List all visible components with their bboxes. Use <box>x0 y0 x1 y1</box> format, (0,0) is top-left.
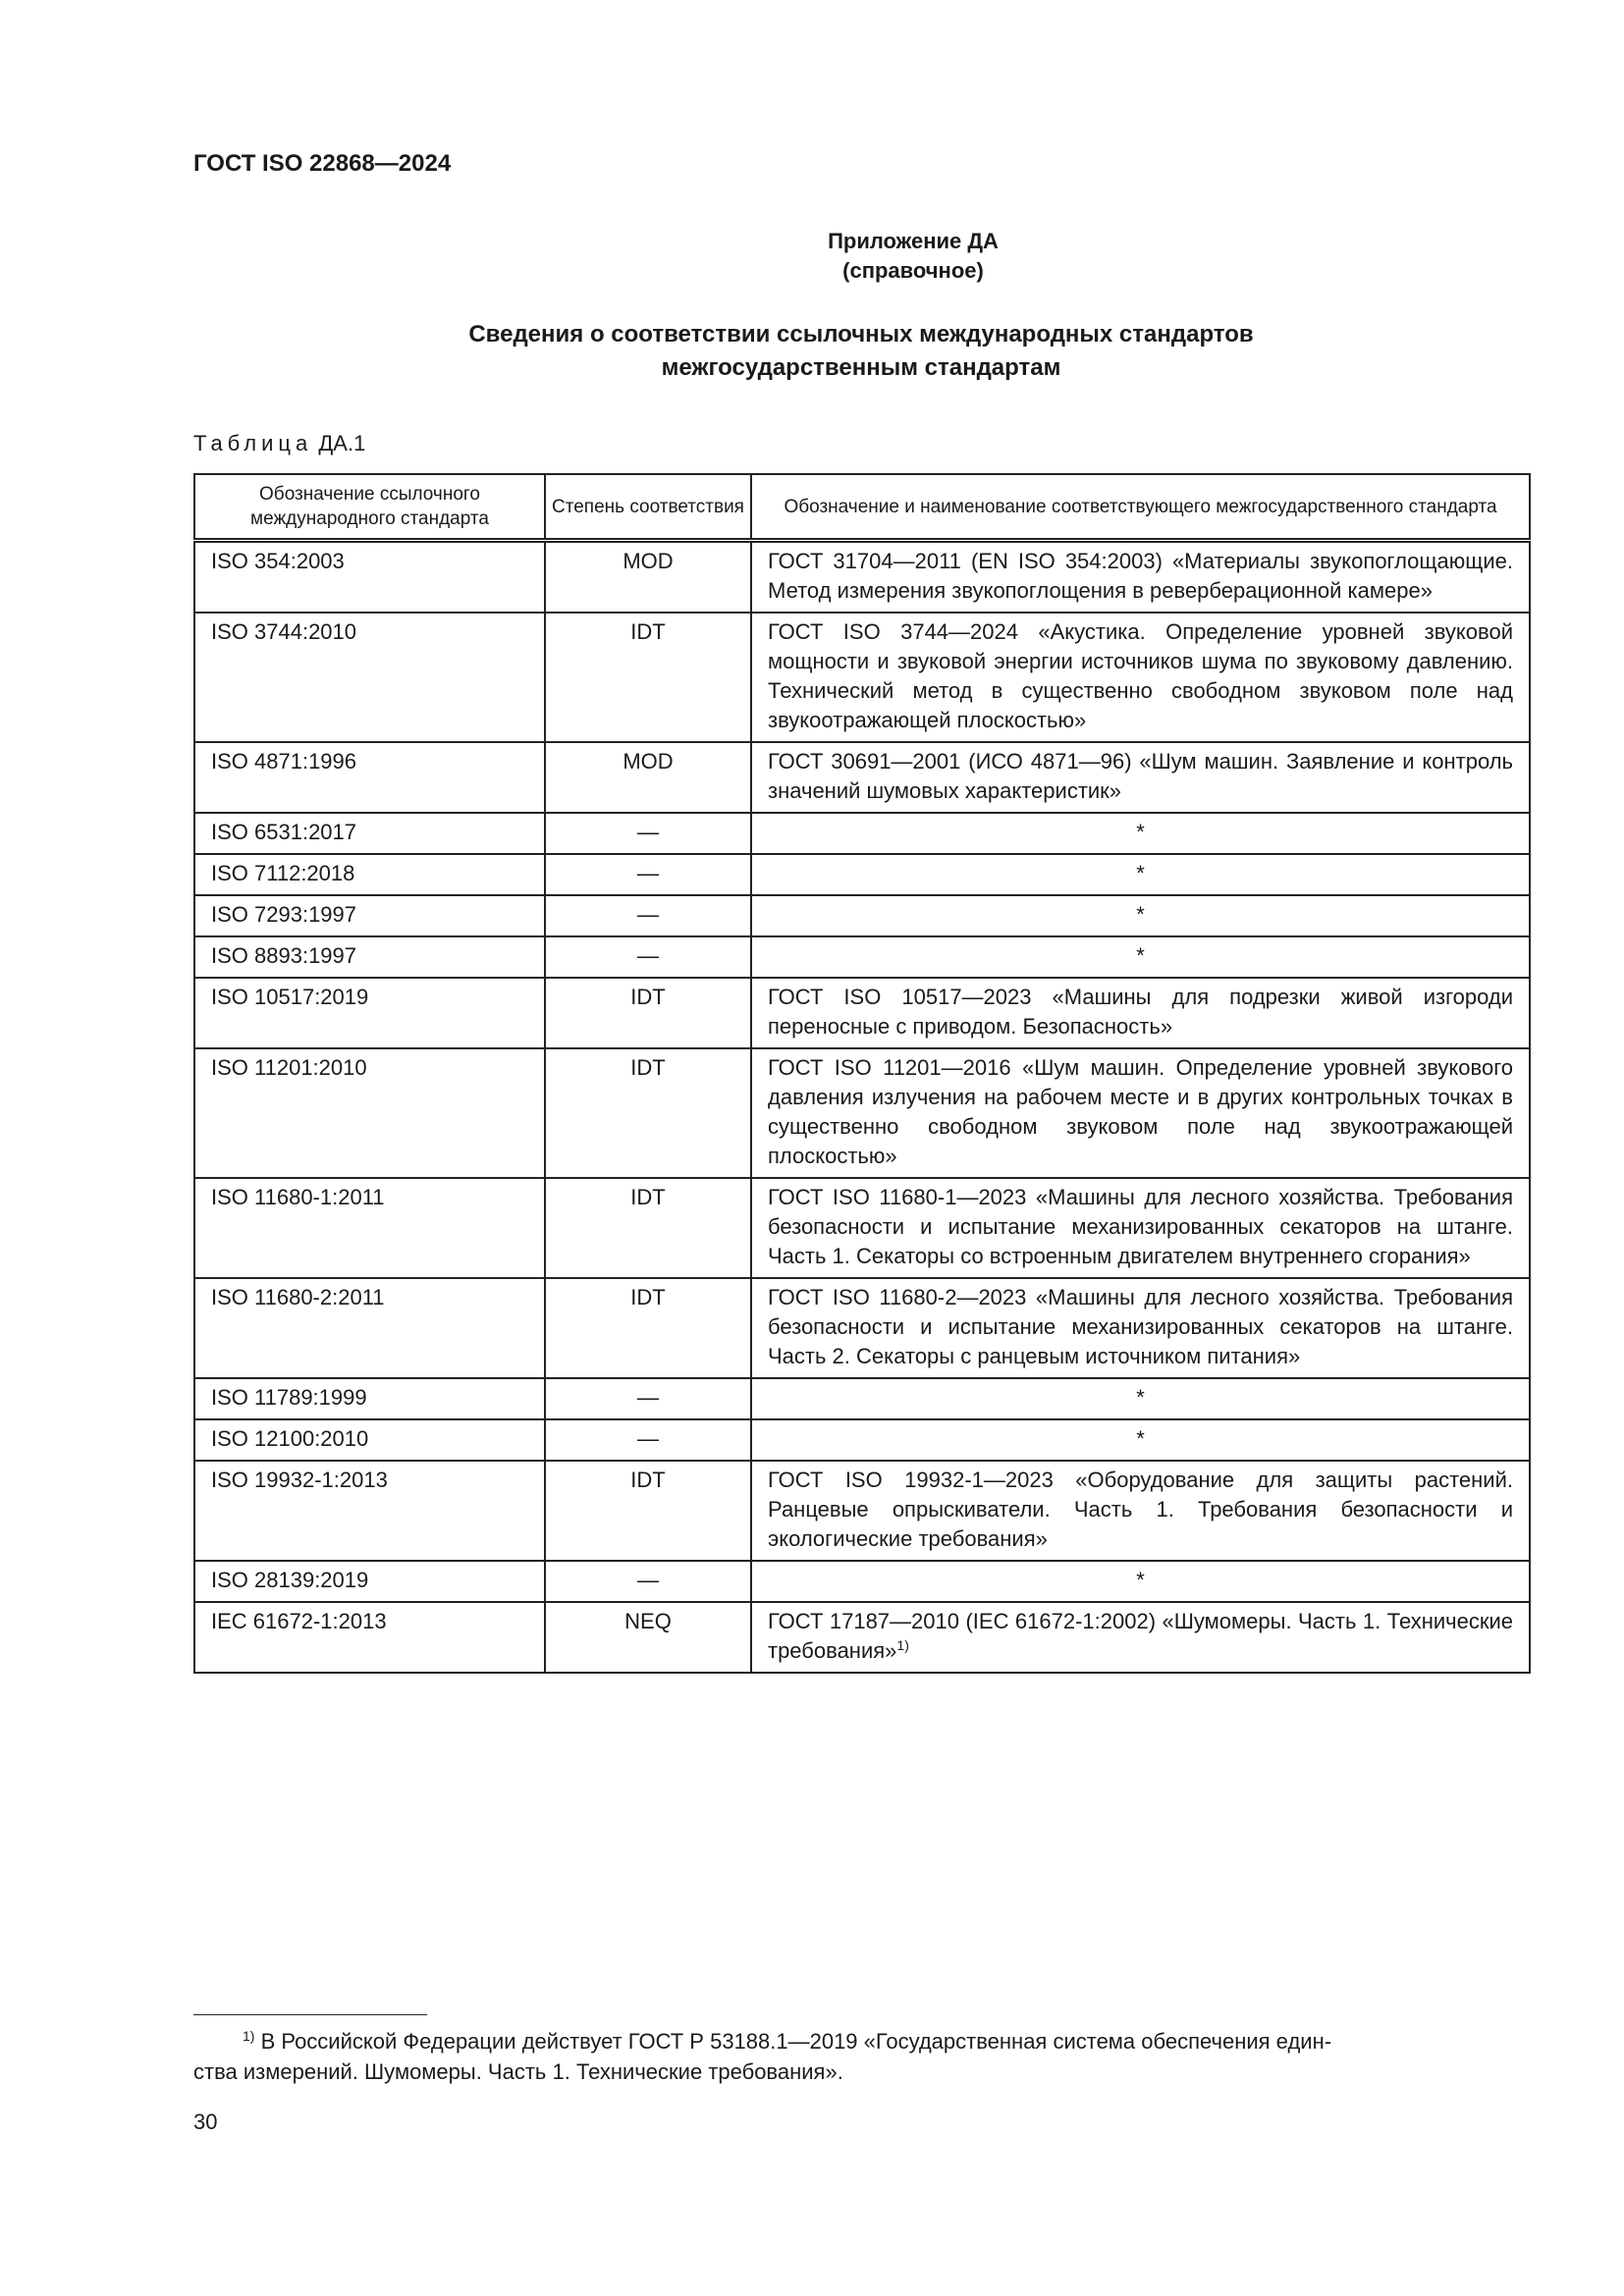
cell-standard-text: ГОСТ 30691—2001 (ИСО 4871—96) «Шум машин. Заявление и контроль значений шумовых характеристик» <box>768 749 1513 803</box>
cell-standard <box>751 1602 1530 1673</box>
table-row <box>194 813 1530 854</box>
cell-degree: IDT <box>545 1048 751 1178</box>
cell-standard <box>751 895 1530 936</box>
table-row <box>194 1048 1530 1178</box>
cell-degree: IDT <box>545 978 751 1048</box>
cell-reference: ISO 4871:1996 <box>194 742 545 813</box>
cell-standard-text: * <box>1136 1568 1145 1592</box>
table-row <box>194 1378 1530 1419</box>
cell-standard-text: * <box>1136 861 1145 885</box>
cell-degree: IDT <box>545 1461 751 1561</box>
cell-standard-text: ГОСТ ISO 3744—2024 «Акустика. Определение уровней звуковой мощности и звуковой энергии источников шума по звуковому давлению. Технический метод в существенно свободном звуковом поле над звукоотражающей плоскостью» <box>768 619 1513 732</box>
cell-standard-text: * <box>1136 943 1145 968</box>
table-row <box>194 1178 1530 1278</box>
cell-degree: — <box>545 1561 751 1602</box>
table-row <box>194 895 1530 936</box>
cell-degree: — <box>545 895 751 936</box>
cell-standard <box>751 813 1530 854</box>
cell-degree: IDT <box>545 1178 751 1278</box>
cell-degree: — <box>545 1419 751 1461</box>
footnote-divider <box>193 2014 427 2015</box>
table-caption <box>193 431 365 456</box>
cell-standard-text: * <box>1136 1385 1145 1410</box>
cell-standard <box>751 742 1530 813</box>
table-row <box>194 541 1530 614</box>
cell-reference: ISO 11201:2010 <box>194 1048 545 1178</box>
column-header-standard: Обозначение и наименование соответствующего межгосударственного стандарта <box>751 474 1530 541</box>
cell-standard-text: ГОСТ 31704—2011 (EN ISO 354:2003) «Материалы звукопоглощающие. Метод измерения звукопоглощения в реверберационной камере» <box>768 549 1513 603</box>
cell-degree: NEQ <box>545 1602 751 1673</box>
cell-reference: ISO 11789:1999 <box>194 1378 545 1419</box>
appendix-heading <box>0 227 1624 286</box>
appendix-kind: (справочное) <box>842 258 984 283</box>
footnote-text-1: В Российской Федерации действует ГОСТ Р 53188.1—2019 «Государственная система обеспечения един- <box>260 2029 1332 2054</box>
cell-degree: — <box>545 813 751 854</box>
cell-reference: ISO 3744:2010 <box>194 613 545 742</box>
cell-standard-text: ГОСТ ISO 11680-1—2023 «Машины для лесного хозяйства. Требования безопасности и испытание механизированных секаторов на штанге. Часть 1. Секаторы со встроенным двигателем внутреннего сгорания» <box>768 1185 1513 1268</box>
cell-standard-text: ГОСТ 17187—2010 (IEC 61672-1:2002) «Шумомеры. Часть 1. Технические требования» <box>768 1609 1513 1663</box>
cell-standard-text: * <box>1136 1426 1145 1451</box>
table-row <box>194 1602 1530 1673</box>
cell-standard-text: * <box>1136 820 1145 844</box>
cell-standard-text: ГОСТ ISO 11201—2016 «Шум машин. Определение уровней звукового давления излучения на рабочем месте и в других контрольных точках в существенно свободном звуковом поле над звукоотражающей плоскостью» <box>768 1055 1513 1168</box>
appendix-name: Приложение ДА <box>828 229 999 253</box>
column-header-degree: Степень соответствия <box>545 474 751 541</box>
footnote-mark: 1) <box>243 2028 255 2044</box>
cell-degree: IDT <box>545 613 751 742</box>
cell-standard-text: ГОСТ ISO 10517—2023 «Машины для подрезки живой изгороди переносные с приводом. Безопасность» <box>768 985 1513 1039</box>
table-row <box>194 978 1530 1048</box>
table-body <box>194 541 1530 1674</box>
column-header-reference: Обозначение ссылочного международного стандарта <box>194 474 545 541</box>
footnote-reference: 1) <box>896 1637 909 1653</box>
cell-reference: ISO 10517:2019 <box>194 978 545 1048</box>
cell-degree: IDT <box>545 1278 751 1378</box>
cell-standard <box>751 1378 1530 1419</box>
cell-standard <box>751 613 1530 742</box>
appendix-title <box>193 318 1529 385</box>
cell-standard-text: * <box>1136 902 1145 927</box>
cell-reference: ISO 354:2003 <box>194 541 545 614</box>
table-row <box>194 1419 1530 1461</box>
table-row <box>194 854 1530 895</box>
cell-reference: IEC 61672-1:2013 <box>194 1602 545 1673</box>
cell-standard <box>751 1278 1530 1378</box>
cell-standard <box>751 541 1530 614</box>
cell-degree: — <box>545 854 751 895</box>
cell-reference: ISO 6531:2017 <box>194 813 545 854</box>
table-caption-word: Таблица <box>193 431 313 455</box>
cell-standard <box>751 1419 1530 1461</box>
cell-degree: — <box>545 936 751 978</box>
cell-reference: ISO 8893:1997 <box>194 936 545 978</box>
table-row <box>194 742 1530 813</box>
cell-standard <box>751 854 1530 895</box>
cell-reference: ISO 7293:1997 <box>194 895 545 936</box>
cell-standard <box>751 936 1530 978</box>
standards-table <box>193 473 1531 1674</box>
cell-reference: ISO 11680-1:2011 <box>194 1178 545 1278</box>
appendix-title-line-2: межгосударственным стандартам <box>661 354 1061 381</box>
document-header: ГОСТ ISO 22868—2024 <box>193 150 452 177</box>
cell-reference: ISO 28139:2019 <box>194 1561 545 1602</box>
cell-standard <box>751 978 1530 1048</box>
table-row <box>194 1461 1530 1561</box>
footnote-text-2: ства измерений. Шумомеры. Часть 1. Технические требования». <box>193 2059 843 2084</box>
page-number: 30 <box>193 2109 218 2134</box>
cell-standard <box>751 1461 1530 1561</box>
table-header-row <box>194 474 1530 541</box>
cell-reference: ISO 11680-2:2011 <box>194 1278 545 1378</box>
cell-degree: — <box>545 1378 751 1419</box>
footnote <box>193 2026 1529 2087</box>
footnote-line-1 <box>193 2026 1529 2056</box>
table-row <box>194 936 1530 978</box>
appendix-title-line-1: Сведения о соответствии ссылочных международных стандартов <box>468 321 1254 347</box>
cell-standard-text: ГОСТ ISO 19932-1—2023 «Оборудование для защиты растений. Ранцевые опрыскиватели. Часть 1. Требования безопасности и экологические требования» <box>768 1468 1513 1551</box>
cell-reference: ISO 7112:2018 <box>194 854 545 895</box>
cell-reference: ISO 19932-1:2013 <box>194 1461 545 1561</box>
cell-degree: MOD <box>545 742 751 813</box>
table-caption-number: ДА.1 <box>318 431 366 455</box>
cell-standard <box>751 1048 1530 1178</box>
cell-reference: ISO 12100:2010 <box>194 1419 545 1461</box>
table-row <box>194 613 1530 742</box>
table-row <box>194 1561 1530 1602</box>
cell-standard <box>751 1178 1530 1278</box>
cell-standard-text: ГОСТ ISO 11680-2—2023 «Машины для лесного хозяйства. Требования безопасности и испытание механизированных секаторов на штанге. Часть 2. Секаторы с ранцевым источником питания» <box>768 1285 1513 1368</box>
cell-standard <box>751 1561 1530 1602</box>
cell-degree: MOD <box>545 541 751 614</box>
table-row <box>194 1278 1530 1378</box>
